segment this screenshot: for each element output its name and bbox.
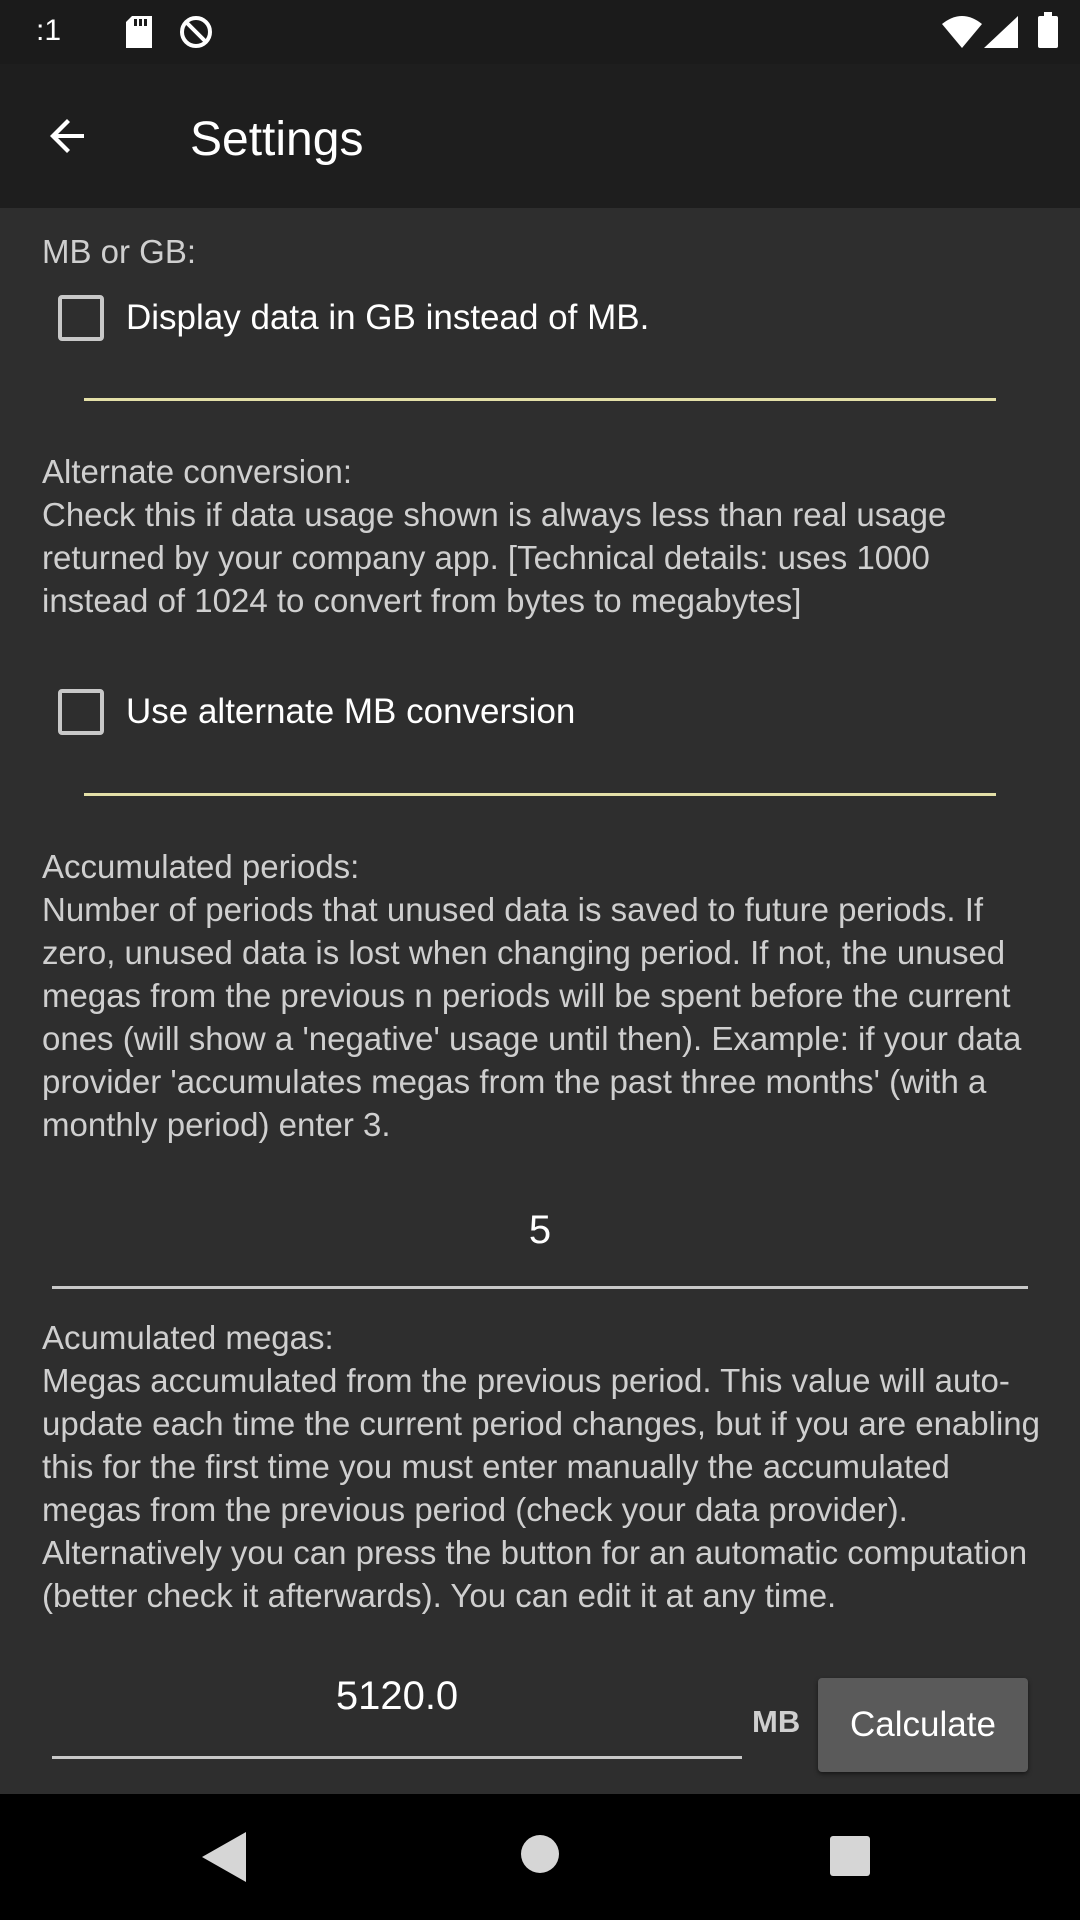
navigation-bar (0, 1794, 1080, 1920)
accumulated-megas-input-underline (52, 1756, 742, 1759)
settings-content[interactable] (0, 208, 1080, 1794)
accumulated-megas-input[interactable]: 5120.0 (335, 1674, 459, 1718)
accumulated-megas-description: Megas accumulated from the previous period. This value will auto-update each time the current period changes, but if you are enabling this for the first time you must enter manually the accumulated megas from the previous period (check your data provider). Alternatively you can press the button for an automatic computation (better check it afterwards). You can edit it at any time. (42, 1362, 1040, 1614)
accumulated-megas-label: Acumulated megas: (42, 1319, 334, 1356)
nav-recents-icon[interactable] (830, 1836, 870, 1876)
alternate-conversion-checkbox-row[interactable] (58, 682, 575, 742)
wifi-icon (942, 16, 982, 48)
arrow-back-icon (44, 112, 92, 160)
display-gb-checkbox[interactable] (58, 295, 104, 341)
nav-back-icon[interactable] (202, 1832, 246, 1882)
back-button[interactable] (36, 104, 100, 168)
app-bar (0, 64, 1080, 208)
alternate-conversion-checkbox[interactable] (58, 689, 104, 735)
alternate-conversion-description: Check this if data usage shown is always less than real usage returned by your company app. [Technical details: uses 1000 instead of 1024 to convert from bytes to megabytes] (42, 496, 947, 619)
battery-icon (1038, 12, 1058, 48)
no-sync-icon (178, 14, 214, 50)
divider (84, 398, 996, 401)
calculate-button[interactable]: Calculate (818, 1678, 1028, 1772)
page-title: Settings (190, 113, 364, 166)
accumulated-periods-input-underline (52, 1286, 1028, 1289)
signal-icon (984, 16, 1018, 48)
alternate-conversion-checkbox-label: Use alternate MB conversion (126, 692, 576, 731)
nav-home-icon[interactable] (520, 1834, 560, 1874)
unit-label: MB (752, 1704, 801, 1739)
divider (84, 793, 996, 796)
units-label: MB or GB: (42, 233, 197, 270)
accumulated-periods-description: Number of periods that unused data is saved to future periods. If zero, unused data is lost when changing period. If not, the unused megas from the previous n periods will be spent before the current ones (will show a 'negative' usage until then). Example: if your data provider 'accumulates megas from the past three months' (with a monthly period) enter 3. (42, 891, 1022, 1143)
display-gb-checkbox-row[interactable] (58, 288, 649, 348)
accumulated-periods-label: Accumulated periods: (42, 848, 360, 885)
display-gb-checkbox-label: Display data in GB instead of MB. (126, 298, 650, 337)
alternate-conversion-label: Alternate conversion: (42, 453, 353, 490)
status-bar (0, 0, 1080, 64)
sd-card-icon (126, 16, 152, 48)
status-time: :1 (36, 14, 62, 47)
accumulated-periods-input[interactable]: 5 (528, 1208, 552, 1252)
